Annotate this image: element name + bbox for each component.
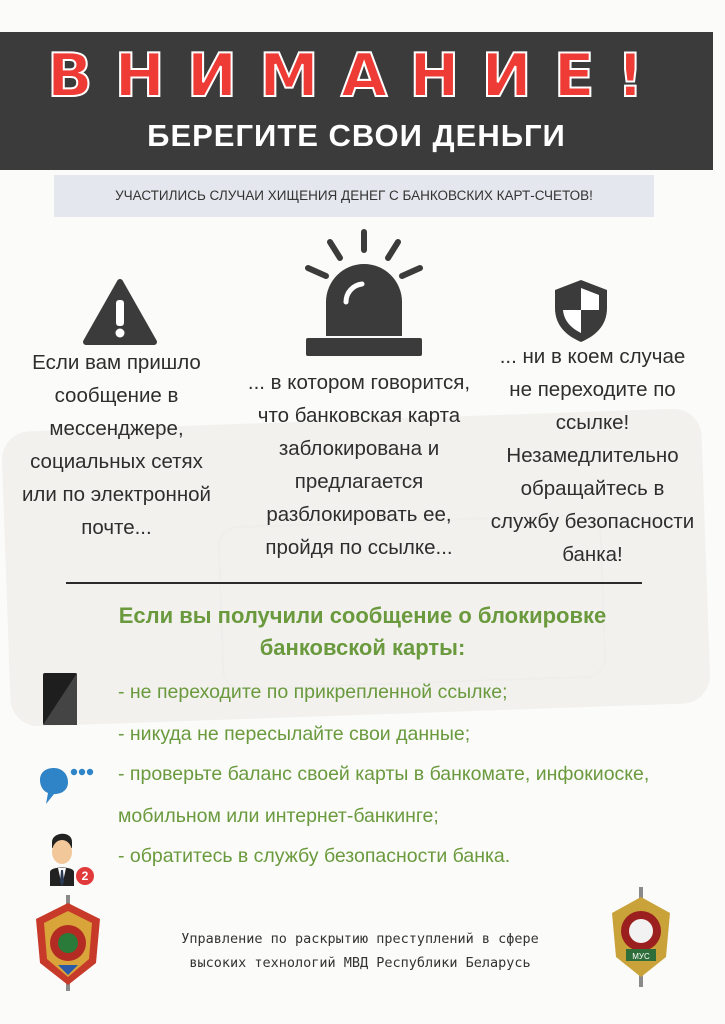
- warning-title: ВНИМАНИЕ!: [46, 41, 667, 111]
- warning-triangle-icon: [82, 278, 158, 346]
- section-divider: [66, 582, 642, 584]
- shield-icon: [553, 278, 609, 344]
- text-line: почте...: [81, 516, 152, 539]
- column-text-advice: [480, 340, 705, 571]
- text-line: сообщение в: [54, 384, 179, 407]
- smartphone-icon: [42, 672, 78, 726]
- text-line: службу безопасности: [490, 510, 695, 533]
- instruction-item: - проверьте баланс своей карты в банкомате, инфокиоске,: [118, 763, 650, 785]
- text-line: ... ни в коем случае: [499, 345, 686, 368]
- text-line: заблокирована и: [278, 437, 440, 460]
- text-line: мессенджере,: [49, 417, 184, 440]
- chat-bubble-icon: [36, 764, 94, 812]
- heading-line: банковской карты:: [259, 635, 466, 660]
- siren-icon: [300, 228, 428, 358]
- notification-badge: 2: [76, 867, 94, 885]
- text-line: банка!: [562, 543, 623, 566]
- text-line: социальных сетях: [30, 450, 203, 473]
- text-line: предлагается: [294, 470, 424, 493]
- heading-line: Если вы получили сообщение о блокировке: [118, 603, 607, 628]
- column-text-blocked: [236, 366, 482, 564]
- instructions-heading: [40, 600, 685, 664]
- police-emblem-left-icon: [30, 893, 106, 993]
- instruction-item: - никуда не пересылайте свои данные;: [118, 723, 471, 745]
- instruction-item-continued: мобильном или интернет-банкинге;: [118, 805, 439, 827]
- alert-band: УЧАСТИЛИСЬ СЛУЧАИ ХИЩЕНИЯ ДЕНЕГ С БАНКОВСКИХ КАРТ-СЧЕТОВ!: [54, 175, 654, 217]
- text-line: Если вам пришло: [32, 351, 201, 374]
- police-emblem-right-icon: [606, 885, 676, 989]
- page-subtitle: БЕРЕГИТЕ СВОИ ДЕНЬГИ: [147, 118, 566, 153]
- instruction-item: - не переходите по прикрепленной ссылке;: [118, 681, 508, 703]
- text-line: ... в котором говорится,: [247, 371, 471, 394]
- footer-line: Управление по раскрытию преступлений в сфере: [181, 931, 539, 947]
- text-line: обращайтесь в: [520, 477, 665, 500]
- emblem-label: МУС: [632, 952, 650, 961]
- column-text-message: [14, 346, 219, 544]
- text-line: пройдя по ссылке...: [265, 536, 453, 559]
- header-banner: [0, 32, 713, 170]
- text-line: ссылке!: [555, 411, 630, 434]
- text-line: не переходите по: [509, 378, 676, 401]
- footer-line: высоких технологий МВД Республики Беларусь: [189, 955, 531, 971]
- text-line: Незамедлительно: [506, 444, 679, 467]
- text-line: разблокировать ее,: [266, 503, 452, 526]
- text-line: или по электронной: [21, 483, 211, 506]
- text-line: что банковская карта: [257, 404, 461, 427]
- instruction-item: - обратитесь в службу безопасности банка.: [118, 845, 511, 867]
